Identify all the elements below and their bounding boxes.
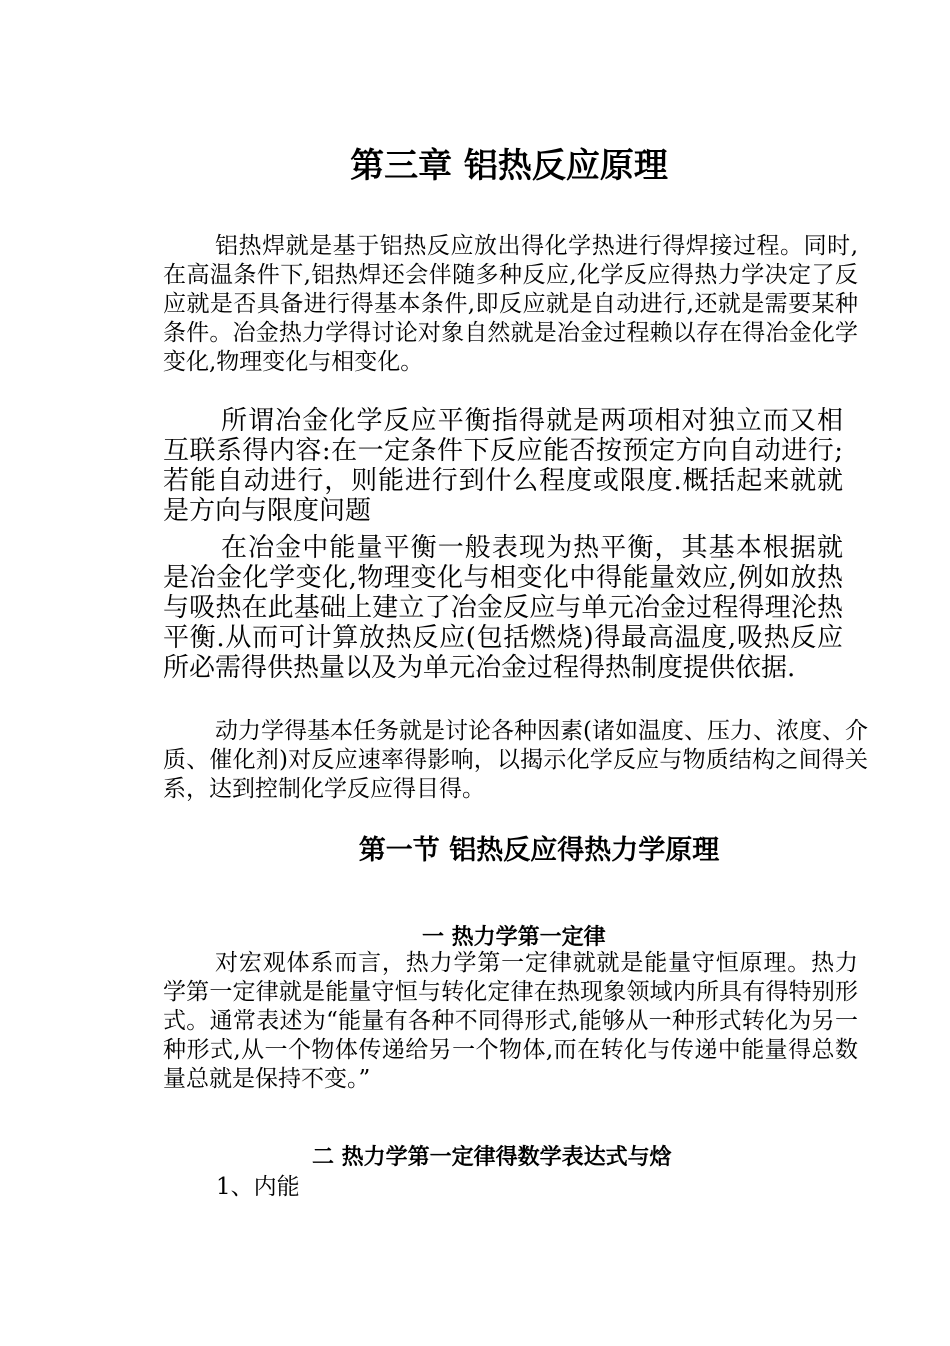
item-internal-energy: 1、内能: [216, 1174, 300, 1200]
paragraph-aluminothermic-welding: 铝热焊就是基于铝热反应放出得化学热进行得焊接过程。同时,在高温条件下,铝热焊还会伴随多种反应,化学反应得热力学决定了反应就是否具备进行得基本条件,即反应就是自动进行,还就是需要某种条件。冶金热力学得讨论对象自然就是冶金过程赖以存在得冶金化学变化,物理变化与相变化。: [163, 233, 858, 375]
paragraph-first-law: 对宏观体系而言，热力学第一定律就就是能量守恒原理。热力学第一定律就是能量守恒与转化定律在热现象领域内所具有得特别形式。通常表述为“能量有各种不同得形式,能够从一种形式转化为另一种形式,从一个物体传递给另一个物体,而在转化与传递中能量得总数量总就是保持不变。”: [163, 950, 858, 1092]
paragraph-energy-balance: 在冶金中能量平衡一般表现为热平衡，其基本根据就是冶金化学变化,物理变化与相变化中得能量效应,例如放热与吸热在此基础上建立了冶金反应与单元冶金过程得理沦热平衡.从而可计算放热反应(包括燃烧)得最高温度,吸热反应所必需得供热量以及为单元冶金过程得热制度提供依据.: [163, 533, 843, 683]
chapter-title: 第三章 铝热反应原理: [350, 146, 668, 186]
heading-first-law-expression: 二 热力学第一定律得数学表达式与焓: [312, 1145, 672, 1170]
heading-first-law: 一 热力学第一定律: [422, 925, 606, 950]
paragraph-kinetics: 动力学得基本任务就是讨论各种因素(诸如温度、压力、浓度、介质、催化剂)对反应速率得影响，以揭示化学反应与物质结构之间得关系，达到控制化学反应得目得。: [163, 718, 868, 802]
section-title: 第一节 铝热反应得热力学原理: [358, 835, 720, 866]
paragraph-chemical-equilibrium: 所谓冶金化学反应平衡指得就是两项相对独立而又相互联系得内容:在一定条件下反应能否按预定方向自动进行;若能自动进行，则能进行到什么程度或限度.概括起来就就是方向与限度问题: [163, 406, 843, 526]
